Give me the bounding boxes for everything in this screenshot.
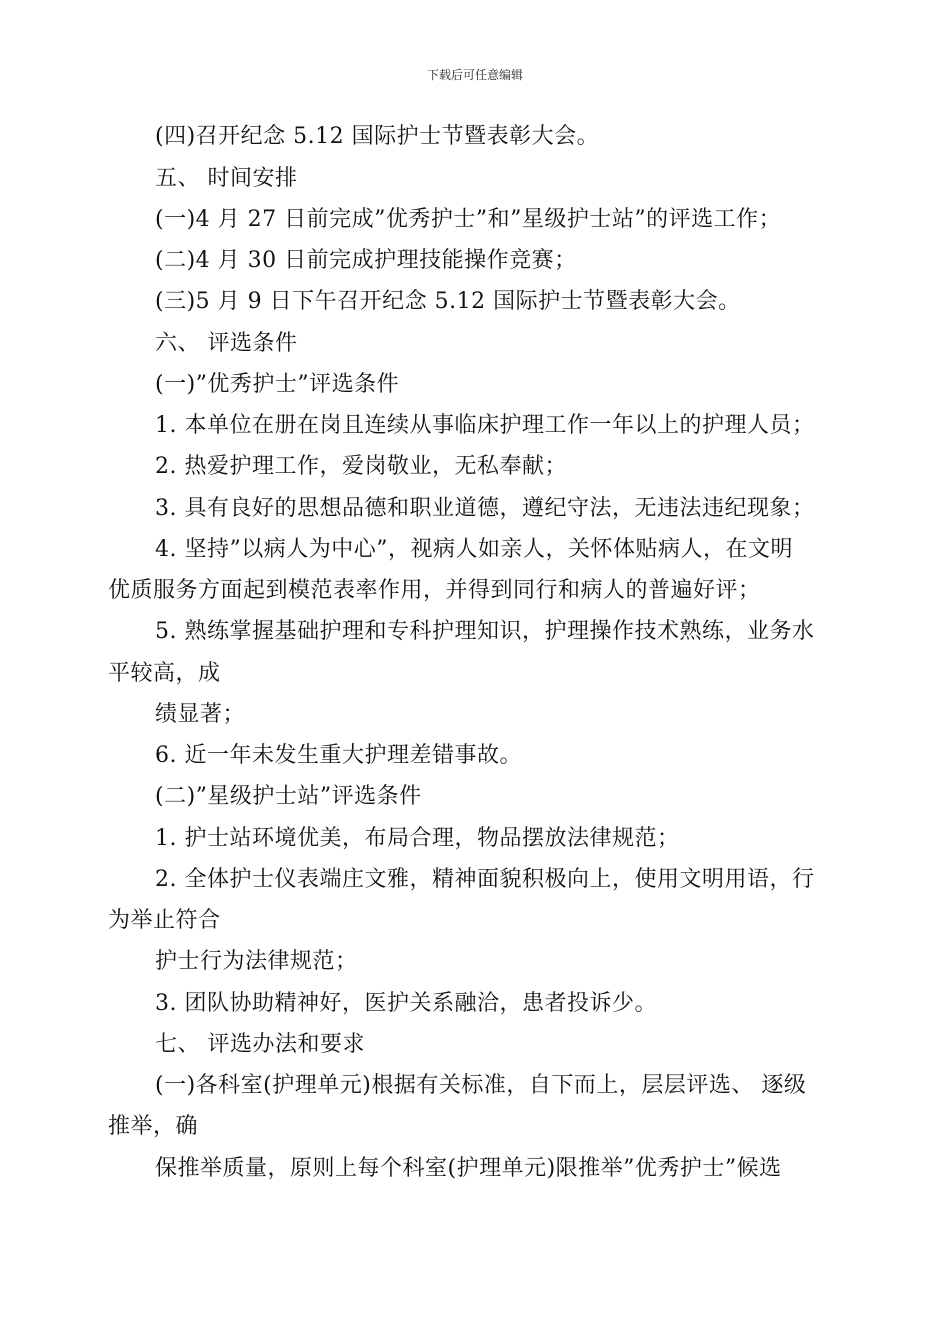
list-item-continuation: 平较高，成 (108, 661, 221, 686)
subsection-heading: (一)”优秀护士”评选条件 (155, 372, 400, 397)
list-item: 4. 坚持”以病人为中心”，视病人如亲人，关怀体贴病人，在文明 (155, 537, 793, 562)
list-item: 3. 具有良好的思想品德和职业道德，遵纪守法，无违法违纪现象； (155, 496, 815, 521)
list-item: 6. 近一年未发生重大护理差错事故。 (155, 743, 522, 768)
text-line: (二)4 月 30 日前完成护理技能操作竞赛； (155, 248, 577, 273)
section-heading: 七、 评选办法和要求 (155, 1032, 365, 1057)
text-line: (四)召开纪念 5.12 国际护士节暨表彰大会。 (155, 124, 600, 149)
list-item-continuation: 为举止符合 (108, 908, 221, 933)
section-heading: 六、 评选条件 (155, 331, 298, 356)
list-item: 2. 热爱护理工作，爱岗敬业，无私奉献； (155, 454, 567, 479)
list-item-continuation: 优质服务方面起到模范表率作用，并得到同行和病人的普遍好评； (108, 578, 761, 603)
list-item: 5. 熟练掌握基础护理和专科护理知识，护理操作技术熟练，业务水 (155, 619, 815, 644)
text-line-continuation: 推举，确 (108, 1114, 199, 1139)
list-item-continuation: 护士行为法律规范； (155, 949, 358, 974)
subsection-heading: (二)”星级护士站”评选条件 (155, 784, 422, 809)
list-item: 3. 团队协助精神好，医护关系融洽，患者投诉少。 (155, 991, 657, 1016)
page-header: 下载后可任意编辑 (426, 68, 523, 82)
section-heading: 五、 时间安排 (155, 166, 298, 191)
text-line: (三)5 月 9 日下午召开纪念 5.12 国际护士节暨表彰大会。 (155, 289, 741, 314)
text-line: (一)4 月 27 日前完成”优秀护士”和”星级护士站”的评选工作； (155, 207, 782, 232)
list-item: 1. 本单位在册在岗且连续从事临床护理工作一年以上的护理人员； (155, 413, 815, 438)
text-line: (一)各科室(护理单元)根据有关标准，自下而上，层层评选、 逐级 (155, 1073, 807, 1098)
list-item-continuation: 绩显著； (155, 702, 246, 727)
list-item: 1. 护士站环境优美，布局合理，物品摆放法律规范； (155, 826, 680, 851)
text-line-continuation: 保推举质量，原则上每个科室(护理单元)限推举”优秀护士”候选 (155, 1156, 782, 1181)
list-item: 2. 全体护士仪表端庄文雅，精神面貌积极向上，使用文明用语，行 (155, 867, 815, 892)
